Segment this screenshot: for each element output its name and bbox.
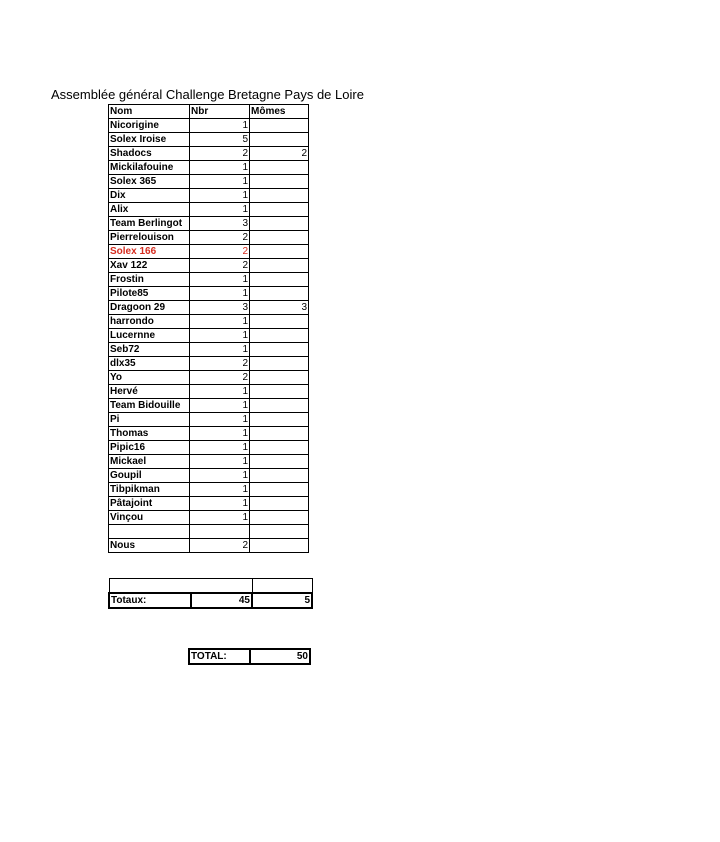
table-row [109, 343, 309, 357]
row-momes [250, 483, 309, 497]
table-row [109, 469, 309, 483]
row-name: Nicorigine [109, 119, 190, 133]
table-row [109, 427, 309, 441]
table-row [109, 511, 309, 525]
row-momes [250, 329, 309, 343]
table-row [109, 287, 309, 301]
row-nbr: 3 [190, 217, 250, 231]
row-nbr: 1 [190, 497, 250, 511]
table-row [109, 217, 309, 231]
row-name: Solex 166 [109, 245, 190, 259]
row-name: Pipic16 [109, 441, 190, 455]
table-row [109, 245, 309, 259]
table-row [109, 315, 309, 329]
totals-table [108, 578, 313, 609]
row-name: Solex 365 [109, 175, 190, 189]
row-nbr: 1 [190, 385, 250, 399]
row-momes: 3 [250, 301, 309, 315]
table-row [109, 147, 309, 161]
grand-total-label: TOTAL: [189, 649, 250, 664]
row-nbr: 1 [190, 329, 250, 343]
grand-total-value: 50 [250, 649, 310, 664]
row-name: Dragoon 29 [109, 301, 190, 315]
row-name: Pilote85 [109, 287, 190, 301]
totals-label: Totaux: [109, 593, 191, 608]
empty-cell [252, 579, 312, 594]
row-name: Mickilafouine [109, 161, 190, 175]
row-name: Seb72 [109, 343, 190, 357]
row-momes [250, 469, 309, 483]
document-title: Assemblée général Challenge Bretagne Pays de Loire [51, 87, 364, 102]
row-name: Hervé [109, 385, 190, 399]
row-name: Yo [109, 371, 190, 385]
row-name: Solex Iroise [109, 133, 190, 147]
row-momes [250, 175, 309, 189]
row-nbr: 1 [190, 413, 250, 427]
row-nbr: 1 [190, 427, 250, 441]
row-momes [250, 189, 309, 203]
totals-momes: 5 [252, 593, 312, 608]
row-name: Pierrelouison [109, 231, 190, 245]
row-momes [250, 273, 309, 287]
row-name: Nous [109, 539, 190, 553]
table-row [109, 175, 309, 189]
row-nbr: 1 [190, 287, 250, 301]
header-momes: Mômes [250, 105, 309, 119]
table-row [109, 161, 309, 175]
attendance-table [108, 104, 309, 553]
table-row [109, 497, 309, 511]
table-row [109, 203, 309, 217]
row-name: Team Berlingot [109, 217, 190, 231]
row-momes [250, 231, 309, 245]
row-momes [250, 399, 309, 413]
table-row [109, 329, 309, 343]
table-row [109, 525, 309, 539]
row-nbr: 1 [190, 203, 250, 217]
table-row [109, 539, 309, 553]
row-name: Xav 122 [109, 259, 190, 273]
row-name: Lucernne [109, 329, 190, 343]
row-nbr: 2 [190, 539, 250, 553]
row-momes [250, 315, 309, 329]
row-nbr: 1 [190, 343, 250, 357]
row-name: dlx35 [109, 357, 190, 371]
row-nbr: 1 [190, 483, 250, 497]
grand-total-table [188, 648, 311, 665]
row-momes [250, 245, 309, 259]
table-row [109, 399, 309, 413]
table-row [109, 301, 309, 315]
header-nbr: Nbr [190, 105, 250, 119]
row-nbr: 5 [190, 133, 250, 147]
row-name: Tibpikman [109, 483, 190, 497]
row-name: Pi [109, 413, 190, 427]
row-momes [250, 511, 309, 525]
row-momes [250, 413, 309, 427]
row-name [109, 525, 190, 539]
empty-cell [109, 579, 191, 594]
row-nbr: 1 [190, 119, 250, 133]
row-nbr: 1 [190, 189, 250, 203]
row-name: Thomas [109, 427, 190, 441]
row-nbr: 1 [190, 455, 250, 469]
row-momes [250, 539, 309, 553]
row-nbr: 1 [190, 175, 250, 189]
table-row [109, 357, 309, 371]
table-row [109, 231, 309, 245]
table-row [109, 413, 309, 427]
table-row [109, 119, 309, 133]
table-row [109, 273, 309, 287]
row-momes [250, 343, 309, 357]
row-name: Pâtajoint [109, 497, 190, 511]
table-row [109, 483, 309, 497]
table-row [109, 385, 309, 399]
row-nbr: 1 [190, 441, 250, 455]
row-name: Dix [109, 189, 190, 203]
row-nbr: 2 [190, 245, 250, 259]
row-nbr [190, 525, 250, 539]
row-nbr: 2 [190, 357, 250, 371]
row-momes [250, 133, 309, 147]
row-momes [250, 525, 309, 539]
table-row [109, 441, 309, 455]
row-nbr: 1 [190, 273, 250, 287]
row-momes: 2 [250, 147, 309, 161]
row-nbr: 3 [190, 301, 250, 315]
header-name: Nom [109, 105, 190, 119]
row-name: Vinçou [109, 511, 190, 525]
row-momes [250, 427, 309, 441]
row-name: Alix [109, 203, 190, 217]
row-name: harrondo [109, 315, 190, 329]
row-nbr: 1 [190, 315, 250, 329]
row-momes [250, 357, 309, 371]
row-momes [250, 217, 309, 231]
row-momes [250, 455, 309, 469]
row-name: Team Bidouille [109, 399, 190, 413]
row-momes [250, 119, 309, 133]
table-row [109, 189, 309, 203]
row-nbr: 1 [190, 399, 250, 413]
row-nbr: 1 [190, 469, 250, 483]
row-momes [250, 287, 309, 301]
row-nbr: 2 [190, 259, 250, 273]
row-nbr: 2 [190, 231, 250, 245]
row-name: Mickael [109, 455, 190, 469]
row-momes [250, 161, 309, 175]
totals-nbr: 45 [191, 593, 252, 608]
row-momes [250, 259, 309, 273]
row-momes [250, 385, 309, 399]
row-nbr: 2 [190, 147, 250, 161]
totals-spacer-row [109, 579, 312, 594]
row-nbr: 2 [190, 371, 250, 385]
row-nbr: 1 [190, 511, 250, 525]
grand-total-row [189, 649, 310, 664]
table-row [109, 455, 309, 469]
row-name: Shadocs [109, 147, 190, 161]
empty-cell [191, 579, 252, 594]
row-nbr: 1 [190, 161, 250, 175]
row-name: Frostin [109, 273, 190, 287]
totals-row [109, 593, 312, 608]
table-header-row [109, 105, 309, 119]
table-row [109, 371, 309, 385]
row-momes [250, 371, 309, 385]
table-row [109, 259, 309, 273]
row-momes [250, 203, 309, 217]
row-momes [250, 497, 309, 511]
row-momes [250, 441, 309, 455]
row-name: Goupil [109, 469, 190, 483]
table-row [109, 133, 309, 147]
